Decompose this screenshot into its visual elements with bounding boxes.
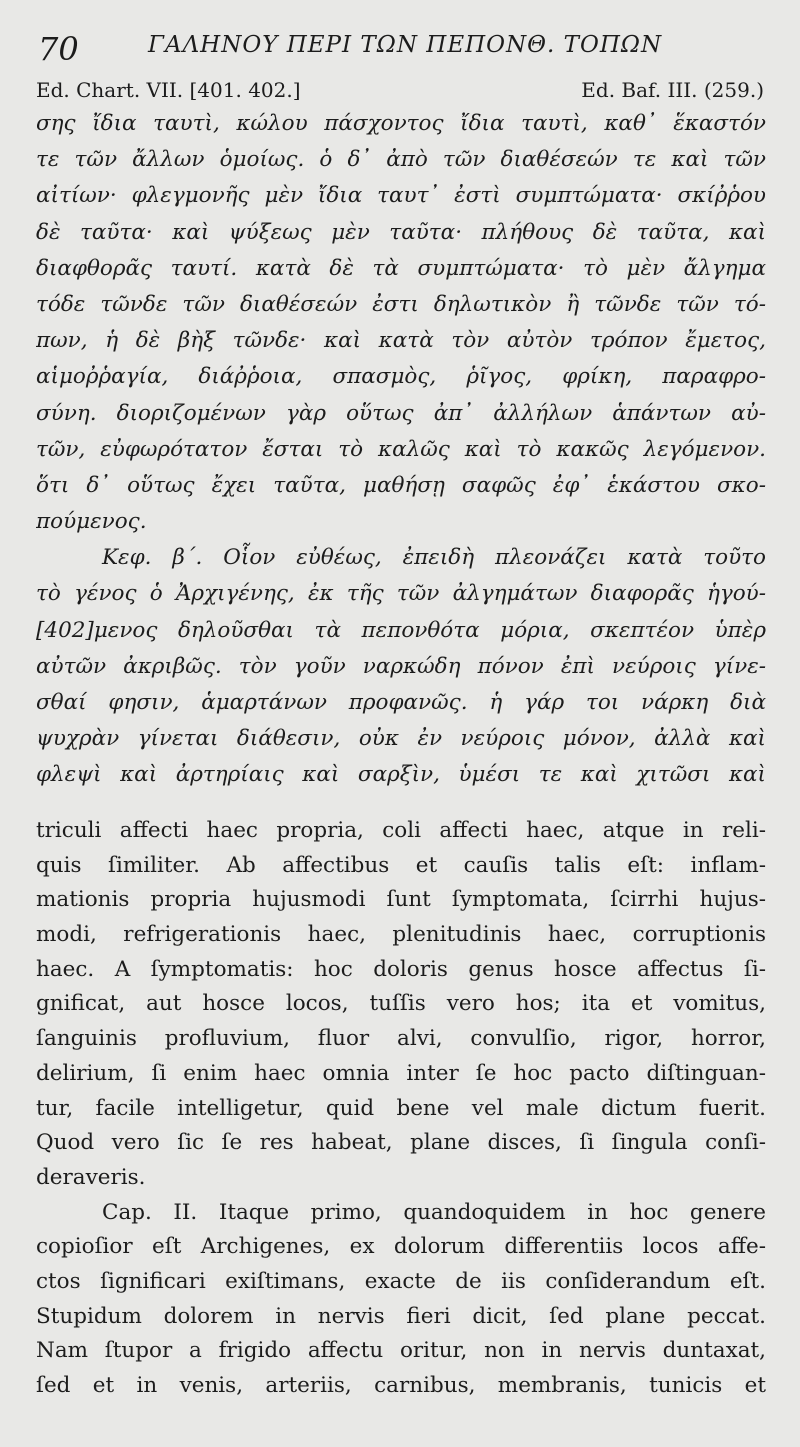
greek-line: ψυχρὰν γίνεται διάθεσιν, οὐκ ἐν νεύροις μόνον, ἀλλὰ καὶ (36, 726, 766, 752)
edition-reference-chartier: Ed. Chart. VII. [401. 402.] (36, 78, 301, 102)
greek-line: αἱμοῤῥαγία, διάῤῥοια, σπασμὸς, ῥῖγος, φρίκη, παραφρο- (36, 364, 766, 390)
greek-line: τὸ γένος ὁ Ἀρχιγένης, ἐκ τῆς τῶν ἀλγημάτων διαφορᾶς ἡγού- (36, 581, 766, 607)
page-header (0, 0, 800, 102)
greek-line: διαφθορᾶς ταυτί. κατὰ δὲ τὰ συμπτώματα· τὸ μὲν ἄλγημα (36, 255, 766, 281)
greek-line: πούμενος. (36, 509, 147, 535)
greek-line: σης ἴδια ταυτὶ, κώλου πάσχοντος ἴδια ταυτὶ, καθ᾽ ἕκαστόν (36, 111, 766, 136)
latin-line: deraveris. (36, 1164, 146, 1190)
latin-line: tur, facile intelligetur, quid bene vel male dictum fuerit. (36, 1095, 766, 1121)
greek-line: τε τῶν ἄλλων ὁμοίως. ὁ δ᾽ ἀπὸ τῶν διαθέσεών τε καὶ τῶν (36, 147, 766, 173)
latin-line: Nam ſtupor a frigido affectu oritur, non in nervis duntaxat, (36, 1338, 766, 1364)
latin-line: ſed et in venis, arteriis, carnibus, membranis, tunicis et (36, 1373, 766, 1398)
greek-line: αὐτῶν ἀκριβῶς. τὸν γοῦν ναρκώδη πόνον ἐπὶ νεύροις γίνε- (36, 653, 766, 679)
latin-line: copioſior eſt Archigenes, ex dolorum differentiis locos affe- (36, 1234, 766, 1260)
latin-line: quis ſimiliter. Ab affectibus et cauſis talis eſt: inflam- (36, 852, 766, 878)
latin-line: Quod vero ſic ſe res habeat, plane disces, ſi ſingula conſi- (36, 1130, 766, 1156)
greek-line: τόδε τῶνδε τῶν διαθέσεών ἐστι δηλωτικὸν ἢ τῶνδε τῶν τό- (36, 291, 766, 317)
latin-line: delirium, ſi enim haec omnia inter ſe hoc pacto diſtinguan- (36, 1060, 766, 1086)
latin-line: ctos ſignificari exiſtimans, exacte de iis conſiderandum eſt. (36, 1268, 766, 1294)
latin-line: ſanguinis profluvium, fluor alvi, convulſio, rigor, horror, (36, 1026, 766, 1052)
running-title: ΓΑΛΗΝΟΥ ΠΕΡΙ ΤΩΝ ΠΕΠΟΝΘ. ΤΟΠΩΝ (148, 32, 663, 58)
greek-line: τῶν, εὐφωρότατον ἔσται τὸ καλῶς καὶ τὸ κακῶς λεγόμενον. (36, 436, 766, 462)
greek-line: φλεψὶ καὶ ἀρτηρίαις καὶ σαρξὶν, ὑμέσι τε καὶ χιτῶσι καὶ (36, 762, 766, 788)
greek-line: αἰτίων· φλεγμονῆς μὲν ἴδια ταυτ᾽ ἐστὶ συμπτώματα· σκίῤῥου (36, 183, 766, 209)
greek-line: πων, ἡ δὲ βὴξ τῶνδε· καὶ κατὰ τὸν αὐτὸν τρόπον ἔμετος, (36, 328, 766, 354)
greek-text-block (36, 106, 766, 794)
page-number: 70 (38, 30, 79, 68)
latin-text-block (36, 814, 766, 1404)
latin-line: triculi affecti haec propria, coli affecti haec, atque in reli- (36, 818, 766, 843)
greek-line: σθαί φησιν, ἁμαρτάνων προφανῶς. ἡ γάρ τοι νάρκη διὰ (36, 690, 766, 715)
latin-line: modi, refrigerationis haec, plenitudinis haec, corruptionis (36, 922, 766, 948)
greek-chapter-heading-line: Κεφ. β΄. Οἷον εὐθέως, ἐπειδὴ πλεονάζει κατὰ τοῦτο (102, 545, 766, 571)
latin-line: mationis propria hujusmodi ſunt ſymptomata, ſcirrhi hujus- (36, 887, 766, 913)
latin-chapter-heading-line: Cap. II. Itaque primo, quandoquidem in hoc genere (102, 1199, 766, 1225)
greek-line: [402]μενος δηλοῦσθαι τὰ πεπονθότα μόρια, σκεπτέον ὑπὲρ (36, 617, 766, 643)
greek-line: δὲ ταῦτα· καὶ ψύξεως μὲν ταῦτα· πλήθους δὲ ταῦτα, καὶ (36, 219, 766, 245)
latin-line: haec. A ſymptomatis: hoc doloris genus hosce affectus ſi- (36, 956, 766, 982)
latin-line: gnificat, aut hosce locos, tuſſis vero hos; ita et vomitus, (36, 991, 766, 1017)
latin-line: Stupidum dolorem in nervis fieri dicit, ſed plane peccat. (36, 1303, 766, 1329)
greek-line: ὅτι δ᾽ οὕτως ἔχει ταῦτα, μαθήσῃ σαφῶς ἐφ᾽ ἑκάστου σκο- (36, 472, 766, 498)
greek-line: σύνη. διοριζομένων γὰρ οὕτως ἀπ᾽ ἀλλήλων ἁπάντων αὐ- (36, 400, 766, 426)
edition-reference-basel: Ed. Baf. III. (259.) (581, 78, 764, 102)
